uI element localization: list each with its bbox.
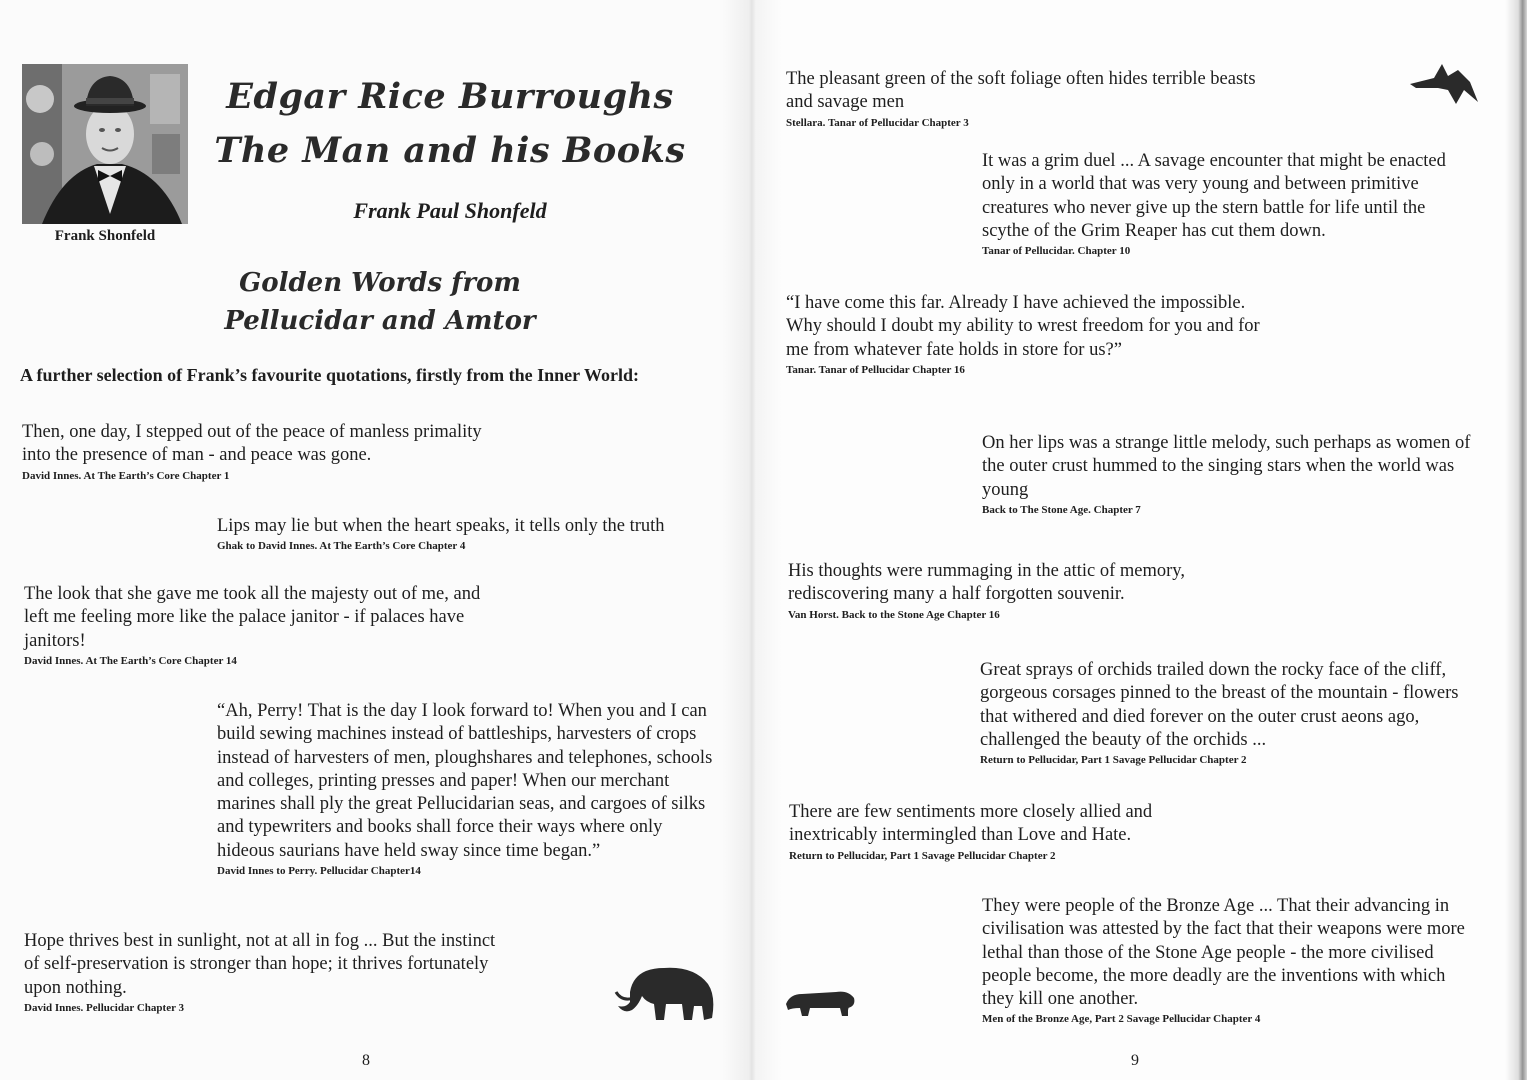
left-page [0,0,752,1080]
quote-text: On her lips was a strange little melody, such perhaps as women of the outer crust hummed to the singing stars when the world was young [982,433,1471,500]
quote-source: David Innes. At The Earth’s Core Chapter 14 [24,654,237,667]
page-title-line1: Edgar Rice Burroughs [226,76,674,117]
quote-source: Van Horst. Back to the Stone Age Chapter 16 [788,608,1000,621]
quote-source: Return to Pellucidar, Part 1 Savage Pellucidar Chapter 2 [980,754,1247,767]
quote-source: Tanar of Pellucidar. Chapter 10 [982,245,1131,258]
quote-source: Stellara. Tanar of Pellucidar Chapter 3 [786,116,969,129]
quote-block [786,292,1271,378]
quote-source: Tanar. Tanar of Pellucidar Chapter 16 [786,363,965,376]
quote-text: They were people of the Bronze Age ... That their advancing in civilisation was attested by the fact that their weapons were more lethal than those of the Stone Age people - the more civilised people become, the more deadly are the inventions with which they kill one another. [982,896,1465,1010]
quote-text: Hope thrives best in sunlight, not at all in fog ... But the instinct of self-preservation is stronger than hope; it thrives fortunately upon nothing. [24,931,496,998]
quote-block [980,659,1480,768]
page-number: 8 [362,1052,370,1069]
quote-block [982,150,1477,259]
quote-text: “Ah, Perry! That is the day I look forward to! When you and I can build sewing machines instead of battleships, harvesters of crops instead of harvesters of men, ploughshares and telephones, schools and colleges, printing presses and paper! When our merchant marines shall ply the great Pellucidarian seas, and cargoes of silks and typewriters and books shall force their ways where only hideous saurians have held sway since time began.” [217,701,713,861]
section-title-line2: Pellucidar and Amtor [224,306,536,336]
author-name: Frank Paul Shonfeld [353,198,547,223]
quote-text: His thoughts were rummaging in the attic of memory, rediscovering many a half forgotten souvenir. [788,561,1185,605]
quote-block [786,68,1256,131]
photo-caption: Frank Shonfeld [54,228,156,244]
quote-block [789,801,1209,864]
quote-source: David Innes. Pellucidar Chapter 3 [24,1001,185,1014]
quote-block [982,895,1477,1027]
mammoth-icon [612,962,722,1024]
quote-source: Men of the Bronze Age, Part 2 Savage Pellucidar Chapter 4 [982,1013,1261,1026]
quote-block [788,560,1248,623]
quote-source: Back to The Stone Age. Chapter 7 [982,503,1141,516]
quote-block [24,583,509,669]
quote-text: The look that she gave me took all the majesty out of me, and left me feeling more like the palace janitor - if palaces have janitors! [24,584,481,651]
page-number: 9 [1131,1052,1139,1069]
man-in-hat-photo [22,64,188,224]
intro-text: A further selection of Frank’s favourite quotations, firstly from the Inner World: [20,365,639,385]
quote-source: Return to Pellucidar, Part 1 Savage Pellucidar Chapter 2 [789,849,1056,862]
author-photo [22,64,188,224]
quote-text: It was a grim duel ... A savage encounter that might be enacted only in a world that was very young and between primitive creatures who never give up the stern battle for life until the scythe of the Grim Reaper has cut them down. [982,151,1446,241]
quote-text: The pleasant green of the soft foliage often hides terrible beasts and savage men [786,69,1256,113]
quote-text: There are few sentiments more closely allied and inextricably intermingled than Love and Hate. [789,802,1153,846]
quote-block [22,421,512,484]
right-page [752,0,1527,1080]
quote-block [217,700,717,879]
section-title-line1: Golden Words from [239,268,521,298]
quote-text: Lips may lie but when the heart speaks, it tells only the truth [217,516,665,536]
pterodactyl-icon [1408,60,1480,108]
quote-block [982,432,1477,518]
page-title-line2: The Man and his Books [214,130,686,171]
quote-text: Great sprays of orchids trailed down the rocky face of the cliff, gorgeous corsages pinned to the breast of the mountain - flowers that withered and died forever on the outer crust aeons ago, challenged the beauty of the orchids ... [980,660,1459,750]
quote-source: Ghak to David Innes. At The Earth’s Core Chapter 4 [217,540,466,553]
sabretooth-icon [782,984,858,1020]
quote-block [217,515,717,554]
quote-text: Then, one day, I stepped out of the peace of manless primality into the presence of man - and peace was gone. [22,422,482,466]
quote-source: David Innes. At The Earth’s Core Chapter 1 [22,469,230,482]
quote-source: David Innes to Perry. Pellucidar Chapter14 [217,865,421,878]
quote-text: “I have come this far. Already I have achieved the impossible. Why should I doubt my ability to wrest freedom for you and for me from whatever fate holds in store for us?” [786,293,1260,360]
book-gutter [722,0,782,1080]
page-edge [1505,0,1527,1080]
quote-block [24,930,509,1016]
